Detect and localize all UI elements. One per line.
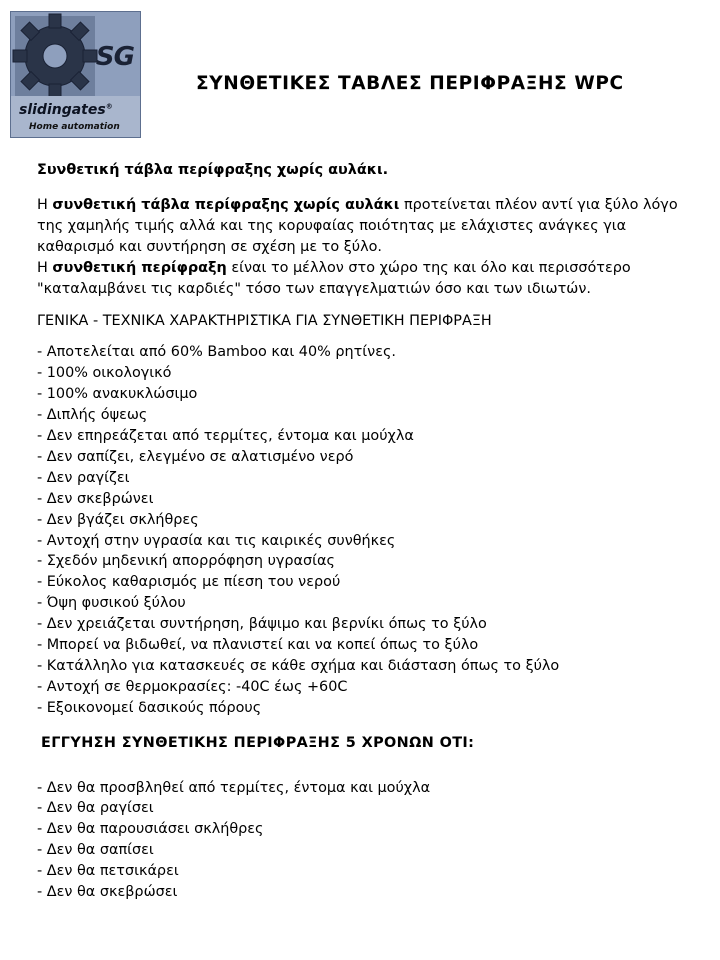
features-list — [37, 342, 687, 718]
list-item: - Αποτελείται από 60% Bamboo και 40% ρητίνες. — [37, 344, 396, 361]
list-item: - Κατάλληλο για κατασκευές σε κάθε σχήμα και διάσταση όπως το ξύλο — [37, 657, 560, 674]
list-item: - Δεν σαπίζει, ελεγμένο σε αλατισμένο νερό — [37, 448, 354, 465]
logo — [10, 11, 141, 138]
list-item: - 100% οικολογικό — [37, 365, 172, 382]
list-item: - Εξοικονομεί δασικούς πόρους — [37, 699, 262, 716]
intro-highlight: συνθετική τάβλα περίφραξης χωρίς αυλάκι — [52, 196, 400, 213]
list-item: - 100% ανακυκλώσιμο — [37, 386, 198, 403]
list-item: - Σχεδόν μηδενική απορρόφηση υγρασίας — [37, 553, 335, 570]
list-item: - Δεν βγάζει σκλήθρες — [37, 511, 199, 528]
list-item: - Εύκολος καθαρισμός με πίεση του νερού — [37, 574, 341, 591]
logo-tagline: Home automation — [29, 122, 120, 132]
warranty-list — [37, 778, 687, 903]
list-item: - Δεν θα παρουσιάσει σκλήθρες — [37, 821, 264, 838]
list-item: - Δεν θα σκεβρώσει — [37, 884, 178, 901]
logo-brand: slidingates® — [19, 102, 113, 118]
logo-badge: SG — [95, 42, 134, 72]
section-title: ΓΕΝΙΚΑ - ΤΕΧΝΙΚΑ ΧΑΡΑΚΤΗΡΙΣΤΙΚΑ ΓΙΑ ΣΥΝΘΕΤΙΚΗ ΠΕΡΙΦΡΑΞΗ — [37, 313, 492, 330]
list-item: - Αντοχή στην υγρασία και τις καιρικές συνθήκες — [37, 532, 396, 549]
list-item: - Όψη φυσικού ξύλου — [37, 595, 186, 612]
list-item: - Δεν σκεβρώνει — [37, 490, 154, 507]
list-item: - Δεν θα ραγίσει — [37, 800, 154, 817]
list-item: - Δεν ραγίζει — [37, 469, 130, 486]
intro-highlight-2: συνθετική περίφραξη — [52, 259, 227, 276]
intro-paragraph: Η συνθετική τάβλα περίφραξης χωρίς αυλάκι προτείνεται πλέον αντί για ξύλο λόγο της χαμηλής τιμής αλλά και της κορυφαίας ποιότητας με ελάχιστες ανάγκες για καθαρισμό και συντήρηση σε σχέση με το ξύλο. Η συνθετική περίφραξη είναι το μέλλον στο χώρο της και όλο και περισσότερο "καταλαμβάνει τις καρδιές" τόσο των επαγγελματιών όσο και των ιδιωτών. — [37, 196, 678, 297]
list-item: - Δεν θα πετσικάρει — [37, 863, 179, 880]
main-content — [37, 160, 687, 917]
list-item: - Δεν θα προσβληθεί από τερμίτες, έντομα και μούχλα — [37, 779, 431, 796]
list-item: - Αντοχή σε θερμοκρασίες: -40C έως +60C — [37, 678, 348, 695]
list-item: - Μπορεί να βιδωθεί, να πλανιστεί και να κοπεί όπως το ξύλο — [37, 637, 479, 654]
list-item: - Δεν χρειάζεται συντήρηση, βάψιμο και βερνίκι όπως το ξύλο — [37, 616, 487, 633]
list-item: - Διπλής όψεως — [37, 407, 148, 424]
page-title: ΣΥΝΘΕΤΙΚΕΣ ΤΑΒΛΕΣ ΠΕΡΙΦΡΑΞΗΣ WPC — [196, 73, 624, 94]
warranty-title: ΕΓΓΥΗΣΗ ΣΥΝΘΕΤΙΚΗΣ ΠΕΡΙΦΡΑΞΗΣ 5 ΧΡΟΝΩΝ ΟΤΙ: — [41, 734, 475, 751]
gear-icon — [11, 12, 141, 138]
list-item: - Δεν επηρεάζεται από τερμίτες, έντομα και μούχλα — [37, 427, 414, 444]
subtitle: Συνθετική τάβλα περίφραξης χωρίς αυλάκι. — [37, 162, 389, 178]
list-item: - Δεν θα σαπίσει — [37, 842, 154, 859]
